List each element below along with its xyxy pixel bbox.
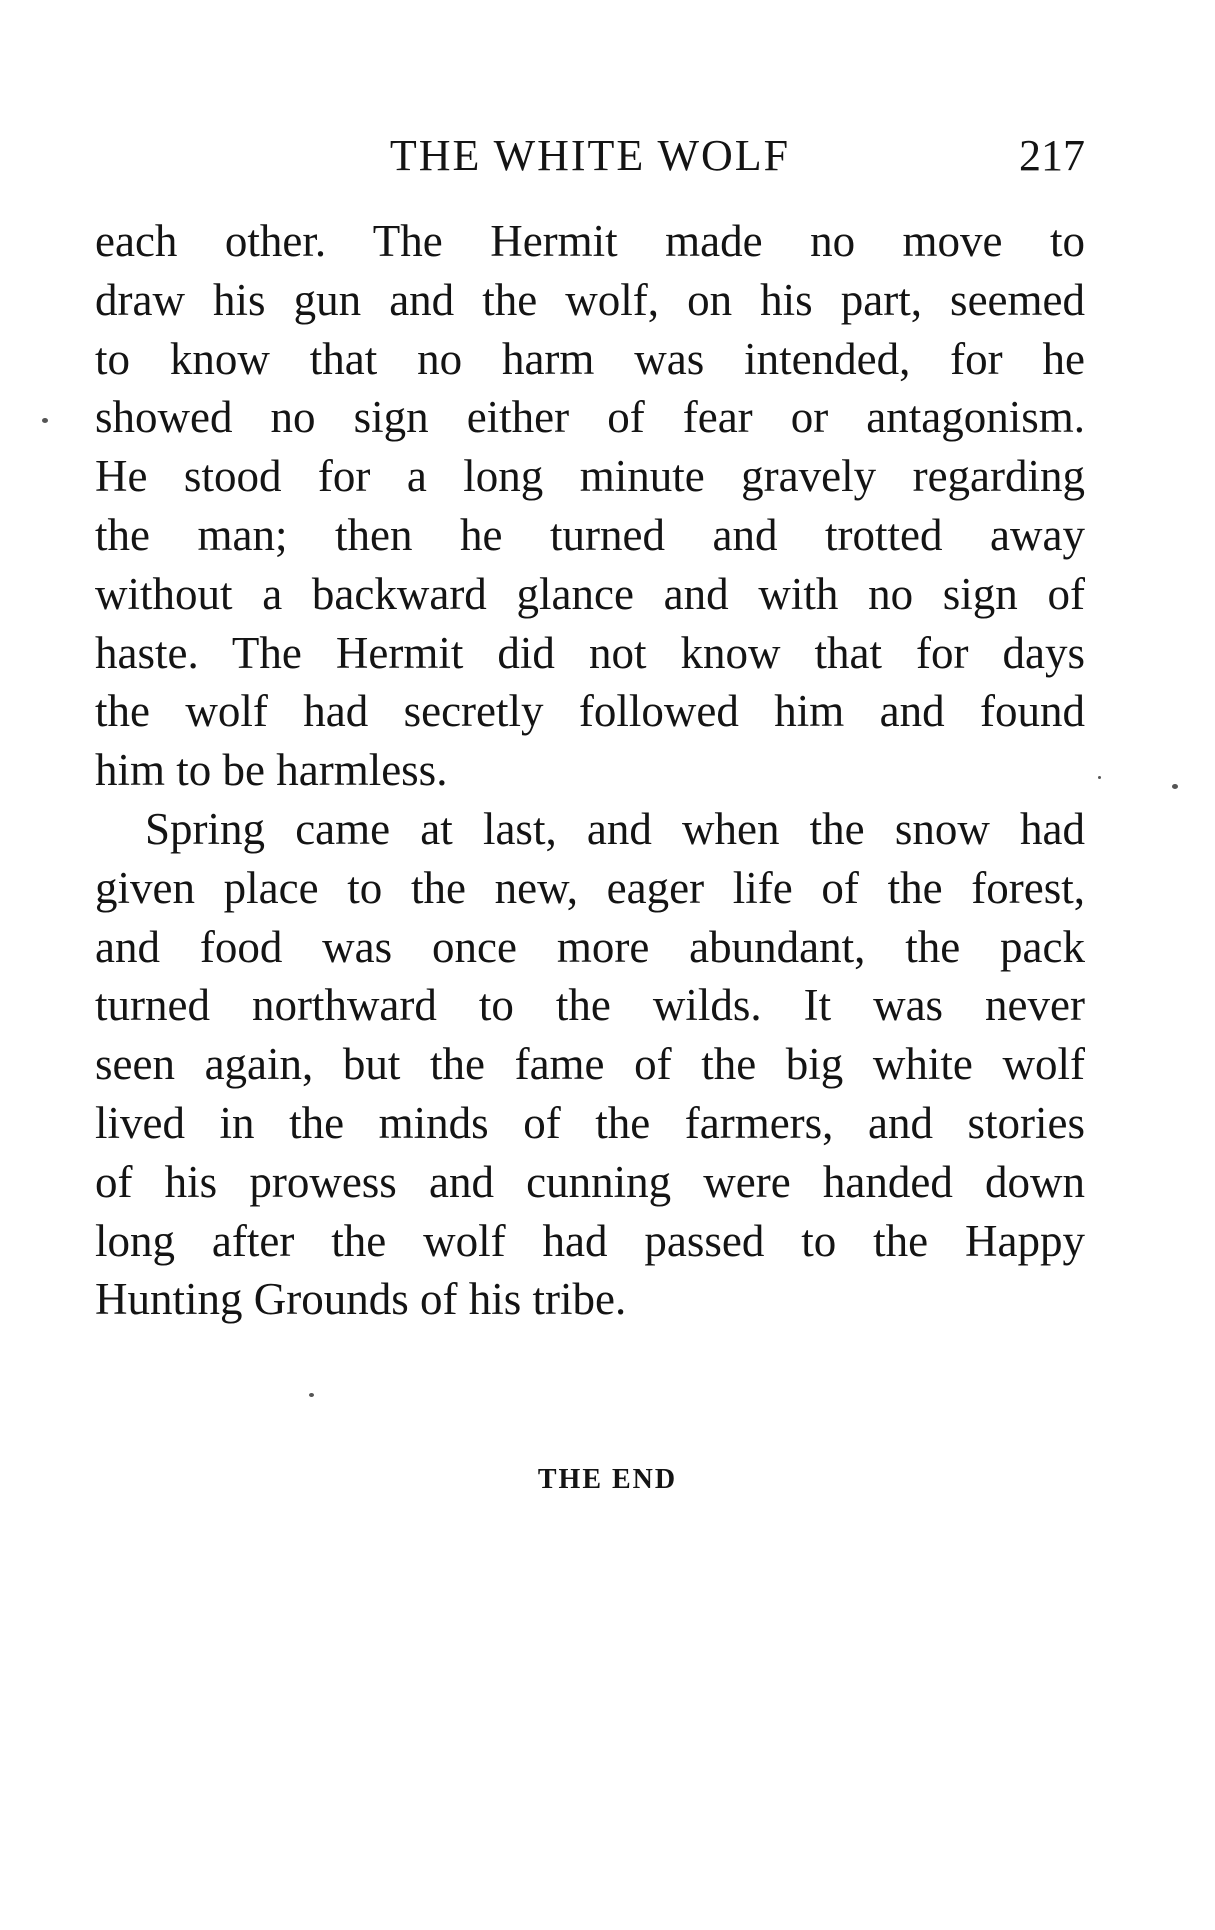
text-line: to know that no harm was intended, for he [95,333,1085,384]
text-line: the man; then he turned and trotted away [95,509,1085,560]
text-line: and food was once more abundant, the pack [95,921,1085,972]
text-line: him to be harmless. [95,745,448,796]
text-line: draw his gun and the wolf, on his part, seemed [95,274,1085,325]
text-line: each other. The Hermit made no move to [95,216,1085,266]
paragraph-1 [95,212,1085,800]
text-line: haste. The Hermit did not know that for days [95,627,1085,678]
print-speck [309,1393,314,1397]
text-line: showed no sign either of fear or antagonism. [95,392,1085,443]
print-speck [1098,776,1101,779]
text-line: given place to the new, eager life of the forest, [95,862,1085,913]
text-line: turned northward to the wilds. It was never [95,980,1085,1031]
body-text [95,212,1085,1329]
text-line: without a backward glance and with no sign of [95,568,1085,619]
text-line: seen again, but the fame of the big white wolf [95,1039,1085,1090]
paragraph-2 [95,800,1085,1329]
page-number: 217 [1019,131,1085,180]
running-title: THE WHITE WOLF [389,131,791,180]
text-line: long after the wolf had passed to the Happy [95,1215,1085,1266]
print-speck [1172,784,1178,789]
print-speck [42,418,48,423]
text-line: the wolf had secretly followed him and found [95,686,1085,737]
text-line: Hunting Grounds of his tribe. [95,1274,627,1325]
text-line: Spring came at last, and when the snow had [145,803,1085,854]
the-end-label: THE END [537,1464,678,1495]
text-line: lived in the minds of the farmers, and stories [95,1097,1085,1148]
text-line: of his prowess and cunning were handed down [95,1156,1085,1207]
running-head [95,128,1085,184]
text-line: He stood for a long minute gravely regarding [95,451,1085,502]
